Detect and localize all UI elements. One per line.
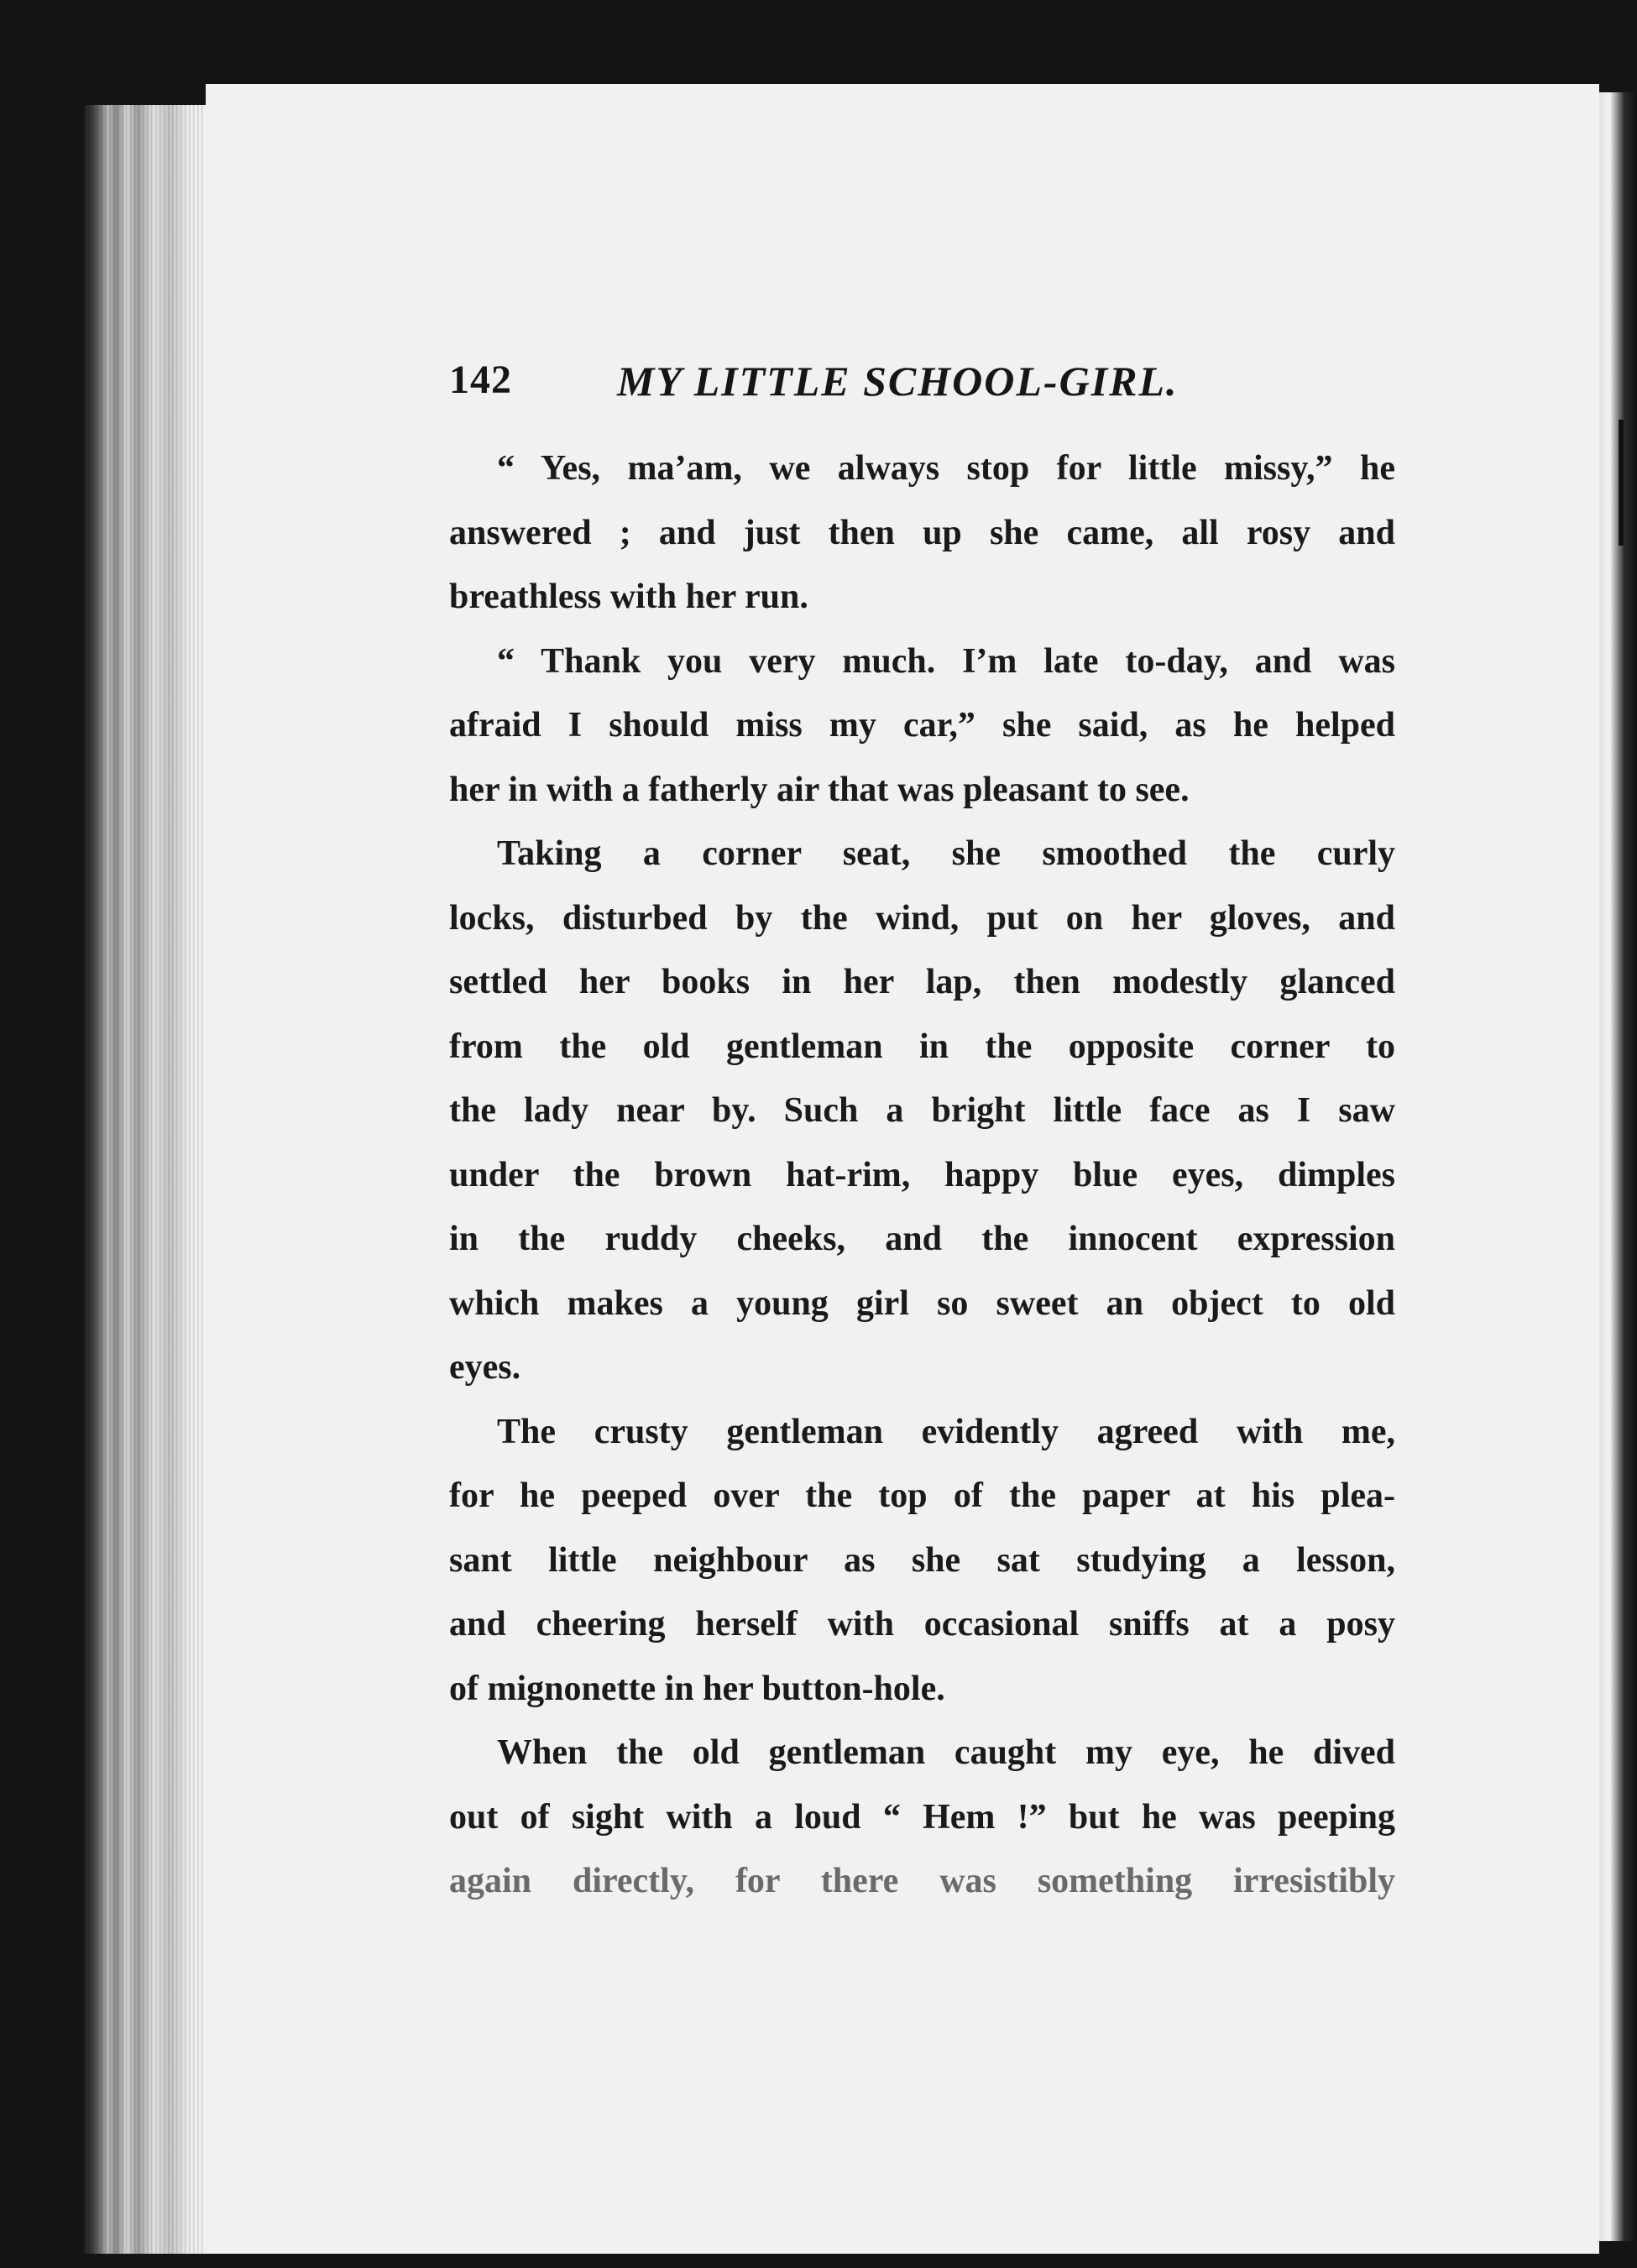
text-line: her in with a fatherly air that was pleasant to see. — [449, 770, 1190, 809]
scan-bottom-edge — [0, 2254, 1637, 2268]
text-line: breathless with her run. — [449, 577, 808, 616]
body-text — [449, 436, 1395, 1914]
right-binding-edge — [1595, 92, 1637, 2241]
text-line: for he peeped over the top of the paper at his plea- — [449, 1476, 1395, 1515]
text-line: The crusty gentleman evidently agreed with me, — [497, 1412, 1395, 1451]
text-line: “ Thank you very much. I’m late to-day, and was — [497, 641, 1395, 681]
text-line: answered ; and just then up she came, all rosy and — [449, 513, 1395, 552]
right-edge-mark — [1619, 420, 1624, 546]
text-line: settled her books in her lap, then modestly glanced — [449, 963, 1395, 1001]
text-line: the lady near by. Such a bright little face as I saw — [449, 1091, 1395, 1130]
text-line: from the old gentleman in the opposite corner to — [449, 1027, 1395, 1066]
text-line: sant little neighbour as she sat studying a lesson, — [449, 1540, 1395, 1580]
text-line: under the brown hat-rim, happy blue eyes, dimples — [449, 1155, 1395, 1194]
book-title: MY LITTLE SCHOOL-GIRL. — [617, 358, 1179, 405]
text-line: out of sight with a loud “ Hem !” but he was peeping — [449, 1797, 1395, 1837]
text-line: which makes a young girl so sweet an object to old — [449, 1283, 1395, 1323]
text-line: and cheering herself with occasional sniffs at a posy — [449, 1605, 1395, 1644]
text-line: locks, disturbed by the wind, put on her gloves, and — [449, 898, 1395, 938]
text-line: again directly, for there was something irresistibly — [449, 1862, 1395, 1900]
text-line: afraid I should miss my car,” she said, as he helped — [449, 706, 1395, 745]
book-page-edge-lines — [84, 105, 218, 2254]
text-line: eyes. — [449, 1348, 521, 1387]
text-line: When the old gentleman caught my eye, he dived — [497, 1733, 1395, 1772]
text-line: in the ruddy cheeks, and the innocent expression — [449, 1220, 1395, 1258]
page-number: 142 — [449, 358, 512, 402]
running-head — [449, 357, 1398, 415]
text-line: “ Yes, ma’am, we always stop for little missy,” he — [497, 449, 1395, 488]
text-line: of mignonette in her button-hole. — [449, 1669, 945, 1708]
text-line: Taking a corner seat, she smoothed the curly — [497, 834, 1395, 873]
